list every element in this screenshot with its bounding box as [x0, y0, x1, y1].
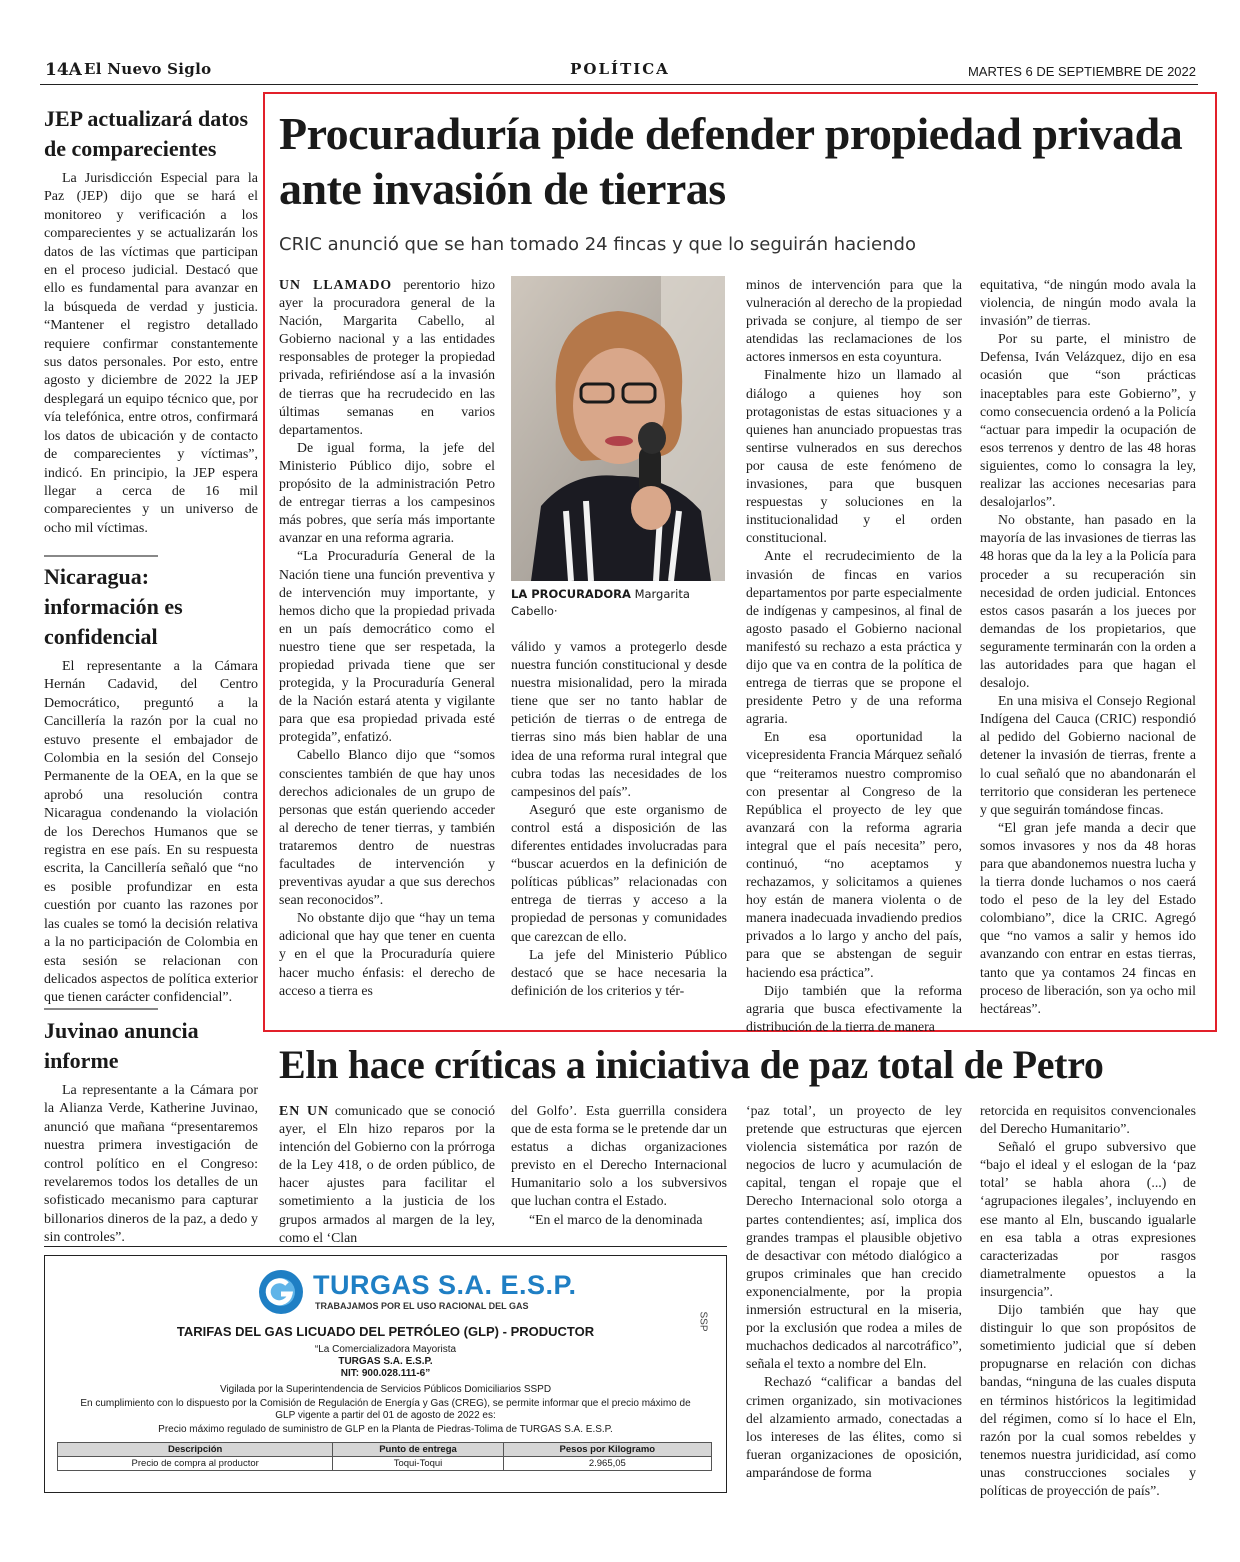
main-column-1 — [279, 276, 495, 1000]
procuradora-photo — [511, 276, 725, 581]
article-paragraph: No obstante dijo que “hay un tema adicional que hay que tener en cuenta y en el que la Procuraduría quiere hacer mucho énfasis: el derecho de acceso a tierra es — [279, 910, 495, 998]
ad-top-rule — [44, 1246, 727, 1247]
article-paragraph: En una misiva el Consejo Regional Indígena del Cauca (CRIC) respondió al pedido del Gobierno nacional de detener la invasión de tierras, frente a lo cual señaló que no abandonarán el territorio que consideran les pertenece y que seguirán tomándose fincas. — [980, 693, 1196, 817]
article-paragraph: Dijo también que la reforma agraria que busca efectivamente la distribución de la tierra de manera — [746, 982, 962, 1034]
table-header: Descripción — [58, 1443, 333, 1457]
second-column-1 — [279, 1102, 495, 1247]
ad-line: Vigilada por la Superintendencia de Servicios Públicos Domiciliarios SSPD — [219, 1384, 552, 1395]
article-paragraph: De igual forma, la jefe del Ministerio Público dijo, sobre el propósito de la administración Petro de entregar tierras a los campesinos más pobres, que sería más importante avanzar en una reforma agraria. — [279, 439, 495, 546]
photo-caption: LA PROCURADORA Margarita Cabello· — [511, 587, 690, 618]
ad-company: TURGAS S.A. E.S.P. — [313, 1270, 577, 1300]
header-rule — [40, 84, 1198, 85]
article-paragraph: No obstante, han pasado en la mayoría de las invasiones de tierras las 48 horas que da la ley a la Policía para proceder a su recuperación sin necesidad de orden judicial. Entonces estos casos pasarán a los jueces por demandas de los propietarios, que seguramente terminarán con la orden a las autoridades para que hagan el desalojo. — [980, 512, 1196, 691]
main-column-2 — [511, 638, 727, 1000]
sidebar-title: JEP actualizará datos de comparecientes — [44, 106, 249, 161]
table-cell: 2.965,05 — [503, 1457, 711, 1471]
section-title: POLÍTICA — [570, 60, 670, 78]
sidebar-body: La representante a la Cámara por la Alianza Verde, Katherine Juvinao, anunció que mañana “presentaremos nuestra primera investigación de control político en el Congreso: revelaremos todos los detalles de un sofisticado mecanismo para capturar billonarios dineros de la paz, a dedo y sin controles”. — [44, 1083, 258, 1246]
table-row — [58, 1457, 712, 1471]
lead-in: EN UN — [279, 1103, 329, 1118]
article-paragraph: minos de intervención para que la vulneración al derecho de la propiedad privada se conjure, al tiempo de ser atendidas las reclamaciones de los actores inmersos en esta coyuntura. — [746, 277, 962, 365]
main-subhead: CRIC anunció que se han tomado 24 fincas y que lo seguirán haciendo — [279, 234, 916, 255]
main-column-4 — [980, 276, 1196, 1018]
article-paragraph: “La Procuraduría General de la Nación tiene una función preventiva y de intervención muy importante, y hemos dicho que la propiedad privada en un país democrático como el nuestro tiene que ser respetada, la propiedad privada tiene que ser protegida, y la Procuraduría General de la Nación estará atenta y vigilante para que esa propiedad privada esté protegida”, enfatizó. — [279, 548, 495, 745]
page-number: 14A — [45, 60, 82, 80]
sidebar-story-2 — [44, 562, 258, 1008]
main-column-3 — [746, 276, 962, 1036]
article-paragraph: equitativa, “de ningún modo avala la violencia, de ningún modo avala la invasión” de tierras. — [980, 277, 1196, 329]
sidebar-body: El representante a la Cámara Hernán Cadavid, del Centro Democrático, preguntó a la Cancillería la razón por la cual no estuvo presente el embajador de Colombia en la sesión del Consejo Permanente de la OEA, en la que se aprobó una resolución contra Nicaragua condenando la violación de los Derechos Humanos que se registra en ese país. En su respuesta escrita, la Cancillería señaló que “no es posible profundizar en esta cuestión por cuanto las razones por las cuales se tomó la decisión relativa a la no participación de Colombia en esta sesión se relacionan con delicados aspectos de política exterior que tienen carácter confidencial”. — [44, 659, 258, 1006]
ad-side-mark: SSP — [697, 1311, 709, 1332]
second-column-2 — [511, 1102, 727, 1229]
article-paragraph: Por su parte, el ministro de Defensa, Iván Velázquez, dijo en esa ocasión que “son prácticas inaceptables para este Gobierno”, y como consecuencia ordenó a la Policía “actuar para impedir la ocupación de esos terrenos y dentro de las 48 horas siguientes, como lo consagra la ley, realizar las acciones necesarias para desalojarlos”. — [980, 331, 1196, 510]
table-header-row — [58, 1443, 712, 1457]
article-paragraph: Finalmente hizo un llamado al diálogo a quienes hoy son protagonistas de estas situaciones y a quienes han anunciado propuestas tras sentirse vulnerados en sus derechos por causa de este fenómeno de invasiones, para que busquen respuestas y soluciones en la institucionalidad y el orden constitucional. — [746, 367, 962, 546]
article-paragraph: Aseguró que este organismo de control está a disposición de las diferentes entidades involucradas para “buscar acuerdos en la definición de políticas públicas” relacionadas con entrega de tierras y acceso a la propiedad de personas y comunidades que carezcan de ello. — [511, 801, 727, 944]
table-header: Pesos por Kilogramo — [503, 1443, 711, 1457]
article-paragraph: UN LLAMADO perentorio hizo ayer la procuradora general de la Nación, Margarita Cabello, al Gobierno nacional y a las entidades responsables de proteger la propiedad privada, refiriéndose así a la invasión de tierras que ha recrudecido en las últimas semanas en varios departamentos. — [279, 277, 495, 437]
second-column-3 — [746, 1102, 962, 1482]
turgas-ad — [44, 1255, 727, 1493]
ad-line: NIT: 900.028.111-6” — [340, 1368, 431, 1379]
tariff-table — [57, 1442, 712, 1471]
main-headline: Procuraduría pide defender propiedad privada ante invasión de tierras — [279, 108, 1183, 214]
article-paragraph: ‘paz total’, un proyecto de ley pretende que estructuras que ejercen violencia sistemática por razón de negocios de lucro y acumulación de capital, tengan el ropaje que el Derecho Internacional solo otorga a partes contendientes; así, implica dos grandes trampas el plausible objetivo de desactivar con método dialógico a grupos criminales que han crecido exponencialmente, por la propia inmersión estructural en la miseria, por la exclusión que rodea a miles de muchachos dedicados al narcotráfico”, señala el texto a nombre del Eln. — [746, 1103, 962, 1372]
sidebar-title: Nicaragua: información es confidencial — [44, 564, 183, 649]
lead-in: UN LLAMADO — [279, 277, 393, 292]
article-paragraph: “El gran jefe manda a decir que somos invasores y nos da 48 horas para que abandonemos nuestra lucha y la tierra donde luchamos o nos caerá todo el peso de la ley del Estado colombiano”, dice la CRIC. Agregó que “no vamos a salir y hemos ido avanzando con entrar en estas tierras, tanto que ya contamos 24 fincas en proceso de liberación, son ya ocho mil hectáreas”. — [980, 819, 1196, 1016]
ad-line: Precio máximo regulado de suministro de GLP en la Planta de Piedras-Tolima de TURGAS S.A. E.S.P. — [158, 1424, 613, 1435]
article-paragraph: válido y vamos a protegerlo desde nuestra función constitucional y desde nuestra misionalidad, pero la mirada tiene que ser no tanto hablar de petición de tierras o de entrega de tierras sino más bien hablar de una idea de una reforma rural integral que cubra todas las necesidades de los campesinos del país”. — [511, 639, 727, 799]
ad-line: “La Comercializadora Mayorista — [314, 1344, 457, 1355]
second-headline: Eln hace críticas a iniciativa de paz total de Petro — [279, 1042, 1104, 1087]
sidebar-story-1 — [44, 104, 258, 538]
article-paragraph: En esa oportunidad la vicepresidenta Francia Márquez señaló que “reiteramos nuestro compromiso con presentar al Congreso de la República el proyecto de ley que avanzará con la reforma agraria integral que el país necesita” pero, continuó, “no aceptamos y rechazamos, y solicitamos a quienes hoy están de manera violenta o de manera inadecuada invadiendo predios privados a lo largo y ancho del país, para que se abstengan de seguir haciendo esa práctica”. — [746, 729, 962, 980]
sidebar-body: La Jurisdicción Especial para la Paz (JEP) dijo que se hará el monitoreo y verificación a los comparecientes y se actualizarán los datos de las víctimas que participan en el proceso judicial. Destacó que ello es fundamental para avanzar en la búsqueda de verdad y justicia. “Mantener el registro detallado requiere confirmar constantemente sus datos personales. Por esto, entre agosto y diciembre de 2022 la JEP desplegará un equipo técnico que, por vía telefónica, entre otros, confirmará los datos de ubicación y de contacto de comparecientes y víctimas”, indicó. En principio, la JEP espera llegar a cerca de 16 mil comparecientes y un universo de ocho mil víctimas. — [44, 171, 258, 536]
article-paragraph: Cabello Blanco dijo que “somos conscientes también de que hay unos derechos adicionales de un grupo de personas que están queriendo acceder al derecho de tener tierras, y también trataremos dentro de nuestras facultades de intervención y preventivas ayudar a que sus derechos sean reconocidos”. — [279, 747, 495, 908]
sidebar-divider — [44, 1008, 158, 1010]
sidebar-divider — [44, 555, 158, 557]
table-header: Punto de entrega — [333, 1443, 503, 1457]
article-paragraph: Dijo también que hay que distinguir lo que son propósitos de sometimiento judicial que sí deben propugnarse en relación con dichas bandas, “ninguna de las cuales disputa en términos históricos la legitimidad del régimen, como sí lo hace el Eln, razón por la cual somos rebeldes y tenemos nuestra juridicidad, así como unas construcciones sociales y políticas de proyección de país”. — [980, 1302, 1196, 1498]
ad-line: GLP vigente a partir del 01 de agosto de 2022 es: — [275, 1410, 496, 1421]
sidebar-title: Juvinao anuncia informe — [44, 1018, 199, 1073]
newspaper-name: El Nuevo Siglo — [84, 60, 212, 78]
ad-line: TURGAS S.A. E.S.P. — [338, 1356, 433, 1367]
article-paragraph: La jefe del Ministerio Público destacó que se hace necesaria la definición de los criterios y tér- — [511, 946, 727, 998]
second-column-4 — [980, 1102, 1196, 1500]
article-paragraph: Rechazó “calificar a bandas del crimen organizado, sin motivaciones del alzamiento armado, conectadas a los intereses de las élites, como si fueran organizaciones de oposición, amparándose de forma — [746, 1374, 962, 1480]
article-paragraph: retorcida en requisitos convencionales del Derecho Humanitario”. — [980, 1103, 1196, 1137]
article-paragraph: “En el marco de la denominada — [529, 1211, 703, 1227]
sidebar-story-3 — [44, 1016, 258, 1248]
article-paragraph: EN UN comunicado que se conoció ayer, el Eln hizo reparos por la intención del Gobierno con la prórroga de la Ley 418, o de orden público, de hacer ajustes para facilitar el sometimiento a la justicia de los grupos armados al margen de la ley, como el ‘Clan — [279, 1103, 495, 1245]
ad-line: En cumplimiento con lo dispuesto por la Comisión de Regulación de Energía y Gas (CREG), se permite informar que el precio máximo de — [80, 1398, 691, 1409]
article-paragraph: Ante el recrudecimiento de la invasión de fincas en varios departamentos por parte especialmente de indígenas y campesinos, al final de agosto pasado el Gobierno nacional manifestó su rechazo a esta práctica y dijo que va en contra de la política de entrega de tierras que se propone el presidente Petro y de una reforma agraria. — [746, 548, 962, 727]
ad-tagline: TRABAJAMOS POR EL USO RACIONAL DEL GAS — [315, 1301, 529, 1311]
ad-title: TARIFAS DEL GAS LICUADO DEL PETRÓLEO (GLP) - PRODUCTOR — [176, 1324, 595, 1339]
turgas-logo-icon — [257, 1268, 305, 1316]
article-paragraph: Señaló el grupo subversivo que “bajo el ideal y el eslogan de la ‘paz total’ se habla ahora (...) de ‘agrupaciones ilegales’, incluyendo en ese manto al Eln, buscando igualarle en esa tabla a otras expresiones caracterizadas por rasgos diametralmente opuestos a la insurgencia”. — [980, 1139, 1196, 1299]
table-cell: Toqui-Toqui — [333, 1457, 503, 1471]
table-cell: Precio de compra al productor — [58, 1457, 333, 1471]
article-paragraph: del Golfo’. Esta guerrilla considera que de esta forma se le pretende dar un estatus a dichas organizaciones previsto en el Derecho Internacional Humanitario solo a los subversivos que luchan contra el Estado. — [511, 1103, 727, 1209]
issue-date: MARTES 6 DE SEPTIEMBRE DE 2022 — [967, 64, 1196, 79]
